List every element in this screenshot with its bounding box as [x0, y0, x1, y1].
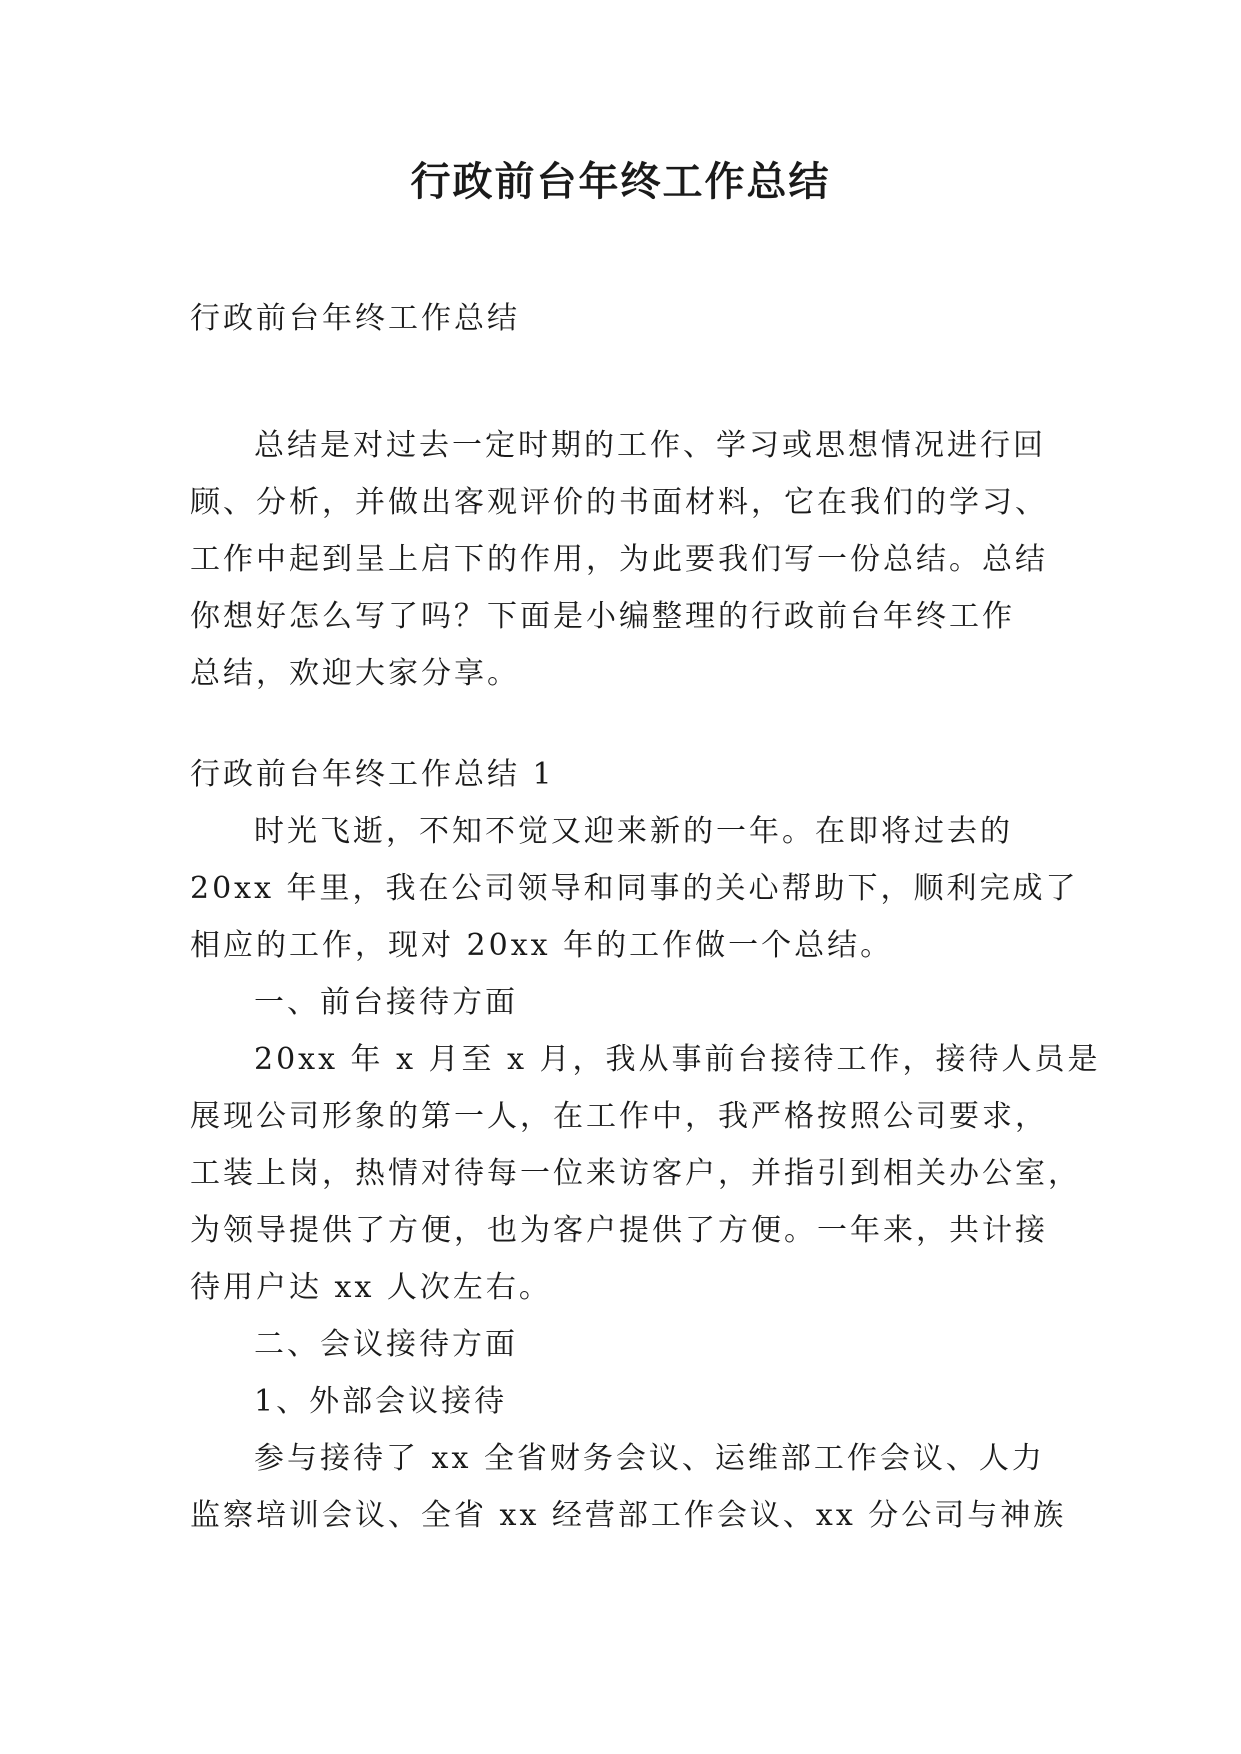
external-meeting-subheading: 1、外部会议接待: [254, 1384, 508, 1419]
reception-paragraph: [190, 1031, 1101, 1316]
paragraph-line: 参与接待了 xx 全省财务会议、运维部工作会议、人力: [254, 1441, 1045, 1476]
paragraph-line: 监察培训会议、全省 xx 经营部工作会议、xx 分公司与神族: [190, 1498, 1067, 1533]
intro-line: 工作中起到呈上启下的作用，为此要我们写一份总结。总结: [190, 542, 1048, 577]
document-body: [190, 290, 1101, 1544]
section1-paragraph: [190, 803, 1079, 974]
paragraph-line: 20xx 年 x 月至 x 月，我从事前台接待工作，接待人员是: [254, 1042, 1101, 1077]
meeting-paragraph: [190, 1430, 1070, 1544]
document-title: 行政前台年终工作总结: [410, 158, 831, 205]
paragraph-line: 时光飞逝，不知不觉又迎来新的一年。在即将过去的: [254, 814, 1013, 849]
intro-line: 顾、分析，并做出客观评价的书面材料，它在我们的学习、: [190, 485, 1048, 520]
paragraph-line: 工装上岗，热情对待每一位来访客户，并指引到相关办公室，: [190, 1156, 1081, 1191]
section-heading: 行政前台年终工作总结 1: [190, 757, 555, 792]
paragraph-line: 展现公司形象的第一人，在工作中，我严格按照公司要求，: [190, 1099, 1048, 1134]
paragraph-line: 待用户达 xx 人次左右。: [190, 1270, 552, 1305]
paragraph-line: 相应的工作，现对 20xx 年的工作做一个总结。: [190, 928, 894, 963]
intro-line: 总结是对过去一定时期的工作、学习或思想情况进行回: [254, 428, 1046, 463]
meeting-heading: 二、会议接待方面: [254, 1327, 518, 1362]
intro-line: 总结，欢迎大家分享。: [190, 656, 520, 691]
intro-paragraph: [190, 417, 1070, 702]
paragraph-line: 20xx 年里，我在公司领导和同事的关心帮助下，顺利完成了: [190, 871, 1079, 906]
reception-heading: 一、前台接待方面: [254, 985, 518, 1020]
intro-line: 你想好怎么写了吗？下面是小编整理的行政前台年终工作: [190, 599, 1015, 634]
document-subtitle: 行政前台年终工作总结: [190, 301, 520, 336]
paragraph-line: 为领导提供了方便，也为客户提供了方便。一年来，共计接: [190, 1213, 1048, 1248]
